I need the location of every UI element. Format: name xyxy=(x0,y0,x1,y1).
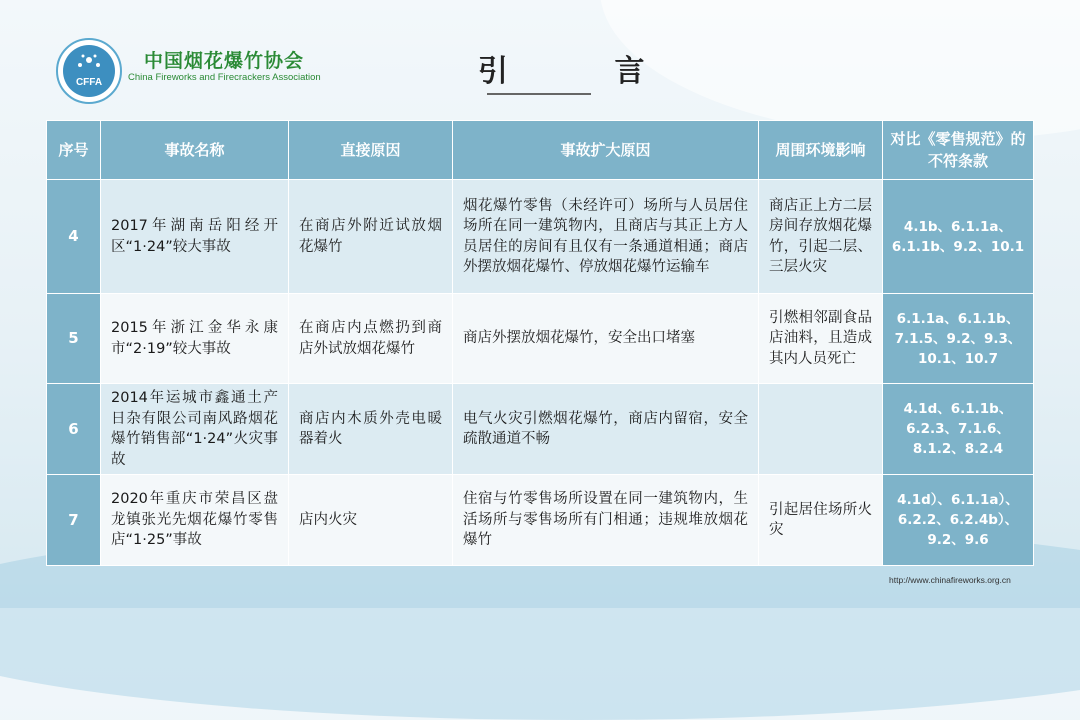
table-row xyxy=(47,475,1034,566)
header-direct-cause: 直接原因 xyxy=(289,121,453,180)
row-noncompliant-clauses: 4.1d）、6.1.1a）、6.2.2、6.2.4b）、9.2、9.6 xyxy=(883,475,1034,566)
incident-table xyxy=(46,120,1034,566)
title-underline xyxy=(487,93,591,95)
row-expansion-cause: 电气火灾引燃烟花爆竹，商店内留宿，安全疏散通道不畅 xyxy=(453,384,759,475)
row-environment-impact: 引燃相邻副食品店油料，且造成其内人员死亡 xyxy=(759,294,883,384)
row-environment-impact: 商店正上方二层房间存放烟花爆竹，引起二层、三层火灾 xyxy=(759,180,883,294)
row-no: 7 xyxy=(47,475,101,566)
row-direct-cause: 店内火灾 xyxy=(289,475,453,566)
row-noncompliant-clauses: 6.1.1a、6.1.1b、7.1.5、9.2、9.3、10.1、10.7 xyxy=(883,294,1034,384)
row-environment-impact: 引起居住场所火灾 xyxy=(759,475,883,566)
row-incident-name: 2017年湖南岳阳经开区“1·24”较大事故 xyxy=(101,180,289,294)
row-noncompliant-clauses: 4.1b、6.1.1a、6.1.1b、9.2、10.1 xyxy=(883,180,1034,294)
table-row xyxy=(47,180,1034,294)
row-no: 6 xyxy=(47,384,101,475)
logo-text: CFFA xyxy=(75,77,103,88)
header-noncompliant-clauses: 对比《零售规范》的不符条款 xyxy=(883,121,1034,180)
org-name-en: China Fireworks and Firecrackers Association xyxy=(128,72,321,83)
table-header-row xyxy=(47,121,1034,180)
row-expansion-cause: 住宿与竹零售场所设置在同一建筑物内，生活场所与零售场所有门相通；违规堆放烟花爆竹 xyxy=(453,475,759,566)
footer-url: http://www.chinafireworks.org.cn xyxy=(889,575,1011,585)
header-environment-impact: 周围环境影响 xyxy=(759,121,883,180)
row-expansion-cause: 商店外摆放烟花爆竹，安全出口堵塞 xyxy=(453,294,759,384)
header-expansion-cause: 事故扩大原因 xyxy=(453,121,759,180)
row-incident-name: 2020年重庆市荣昌区盘龙镇张光先烟花爆竹零售店“1·25”事故 xyxy=(101,475,289,566)
row-no: 5 xyxy=(47,294,101,384)
row-incident-name: 2015年浙江金华永康市“2·19”较大事故 xyxy=(101,294,289,384)
header-incident-name: 事故名称 xyxy=(101,121,289,180)
row-direct-cause: 商店内木质外壳电暖器着火 xyxy=(289,384,453,475)
row-noncompliant-clauses: 4.1d、6.1.1b、6.2.3、7.1.6、8.1.2、8.2.4 xyxy=(883,384,1034,475)
org-name-cn: 中国烟花爆竹协会 xyxy=(144,50,305,72)
row-environment-impact xyxy=(759,384,883,475)
row-incident-name: 2014年运城市鑫通土产日杂有限公司南风路烟花爆竹销售部“1·24”火灾事故 xyxy=(101,384,289,475)
header-no: 序号 xyxy=(47,121,101,180)
row-expansion-cause: 烟花爆竹零售（未经许可）场所与人员居住场所在同一建筑物内，且商店与其正上方人员居住的房间有且仅有一条通道相通；商店外摆放烟花爆竹、停放烟花爆竹运输车 xyxy=(453,180,759,294)
row-direct-cause: 在商店内点燃扔到商店外试放烟花爆竹 xyxy=(289,294,453,384)
page-title: 引 言 xyxy=(478,54,693,89)
cffa-logo-icon xyxy=(56,38,122,104)
table-row xyxy=(47,294,1034,384)
row-direct-cause: 在商店外附近试放烟花爆竹 xyxy=(289,180,453,294)
table-row xyxy=(47,384,1034,475)
row-no: 4 xyxy=(47,180,101,294)
